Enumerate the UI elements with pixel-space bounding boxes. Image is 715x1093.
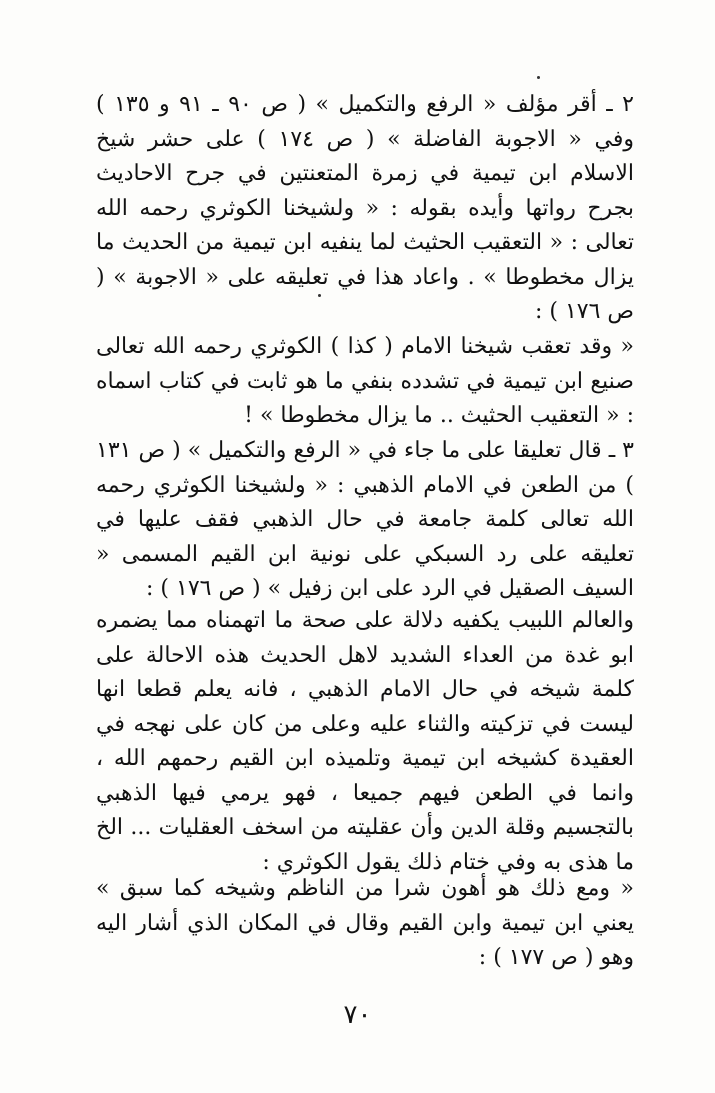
paragraph-text: « ومع ذلك هو أهون شرا من الناظم وشيخه كما سبق » يعني ابن تيمية وابن القيم وقال في المكان الذي أشار اليه وهو ( ص ١٧٧ ) : — [96, 876, 634, 970]
paragraph-text: ٣ ـ قال تعليقا على ما جاء في « الرفع والتكميل » ( ص ١٣١ ) من الطعن في الامام الذهبي : « ولشيخنا الكوثري رحمه الله تعالى كلمة جامعة في حال الذهبي فقف عليها في تعليقه على رد السبكي على نونية ابن القيم المسمى « السيف الصقيل في الرد على ابن زفيل » ( ص ١٧٦ ) : — [96, 438, 634, 601]
page-number: ٧٠ — [343, 1000, 372, 1030]
paragraph-2 — [96, 330, 634, 434]
paragraph-text: ٢ ـ أقر مؤلف « الرفع والتكميل » ( ص ٩٠ ـ ٩١ و ١٣٥ ) وفي « الاجوبة الفاضلة » ( ص ١٧٤ ) على حشر شيخ الاسلام ابن تيمية في زمرة المتعنتين في جرح الاحاديث بجرح رواتها وأيده بقوله : « ولشيخنا الكوثري رحمه الله تعالى : « التعقيب الحثيث لما ينفيه ابن تيمية من الحديث ما يزال مخطوطا » . واعاد هذا في تعليقه على « الاجوبة » ( ص ١٧٦ ) : — [96, 92, 634, 324]
paragraph-5 — [96, 872, 634, 976]
paragraph-3 — [96, 434, 634, 607]
paragraph-text: والعالم اللبيب يكفيه دلالة على صحة ما اتهمناه مما يضمره ابو غدة من العداء الشديد لاهل الحديث هذه الاحالة على كلمة شيخه في حال الامام الذهبي ، فانه يعلم قطعا انها ليست في تزكيته والثناء عليه وعلى من كان على نهجه في العقيدة كشيخه ابن تيمية وتلميذه ابن القيم رحمهم الله ، وانما في الطعن فيهم جميعا ، فهو يرمي فيها الذهبي بالتجسيم وقلة الدين وأن عقليته من اسخف العقليات ... الخ ما هذى به وفي ختام ذلك يقول الكوثري : — [96, 608, 634, 875]
ink-speck — [537, 76, 540, 79]
paragraph-1 — [96, 88, 634, 330]
paragraph-4 — [96, 604, 634, 880]
paragraph-text: « وقد تعقب شيخنا الامام ( كذا ) الكوثري رحمه الله تعالى صنيع ابن تيمية في تشدده بنفي ما هو ثابت في كتاب اسماه : « التعقيب الحثيث .. ما يزال مخطوطا » ! — [96, 334, 634, 428]
